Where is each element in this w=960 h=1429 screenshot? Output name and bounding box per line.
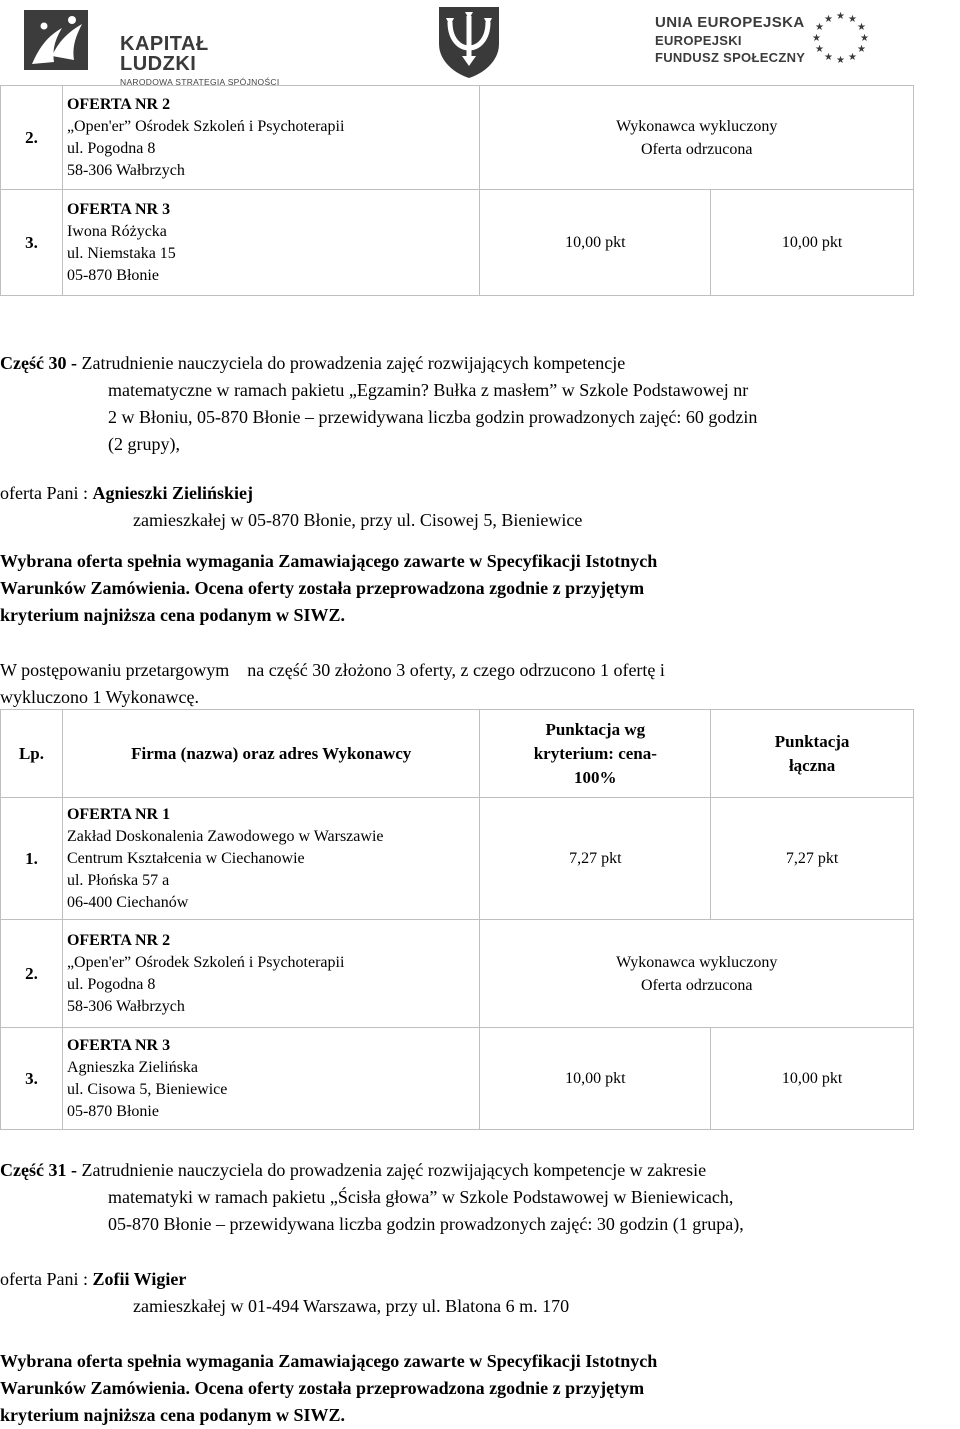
firm-name: Agnieszka Zielińska [66,1058,199,1076]
kapital-ludzki-title: KAPITAŁ LUDZKI [120,33,209,75]
status-rejected: Oferta odrzucona [640,140,753,158]
svg-text:★: ★ [848,52,857,63]
table-row [1,920,914,1028]
svg-text:★: ★ [815,44,824,55]
svg-text:★: ★ [836,55,845,66]
row-lp: 3. [1,190,63,296]
table-row [1,190,914,296]
row-firm [62,798,479,920]
part-30-line-1: Zatrudnienie nauczyciela do prowadzenia zajęć rozwijających kompetencje [81,353,626,373]
offer-number: OFERTA NR 2 [66,931,171,949]
status-excluded: Wykonawca wykluczony [616,953,778,971]
firm-name: „Open'er” Ośrodek Szkoleń i Psychoterapii [66,117,345,135]
table-header-row [1,710,914,798]
eu-logo [655,8,955,78]
row-total: 7,27 pkt [711,798,914,920]
firm-street: ul. Pogodna 8 [66,139,156,157]
svg-text:★: ★ [812,33,821,44]
offer-number: OFERTA NR 3 [66,1036,171,1054]
header-firm: Firma (nazwa) oraz adres Wykonawcy [62,710,479,798]
part-31-offer [0,1266,955,1320]
header-lp: Lp. [1,710,63,798]
part-30-line-2: matematyczne w ramach pakietu „Egzamin? Bułka z masłem” w Szkole Podstawowej nr [108,380,749,400]
offer-number: OFERTA NR 2 [66,95,171,113]
firm-city: 58-306 Wałbrzych [66,161,185,179]
kapital-ludzki-emblem-icon [22,6,94,72]
procedure-line-2: wykluczono 1 Wykonawcę. [0,687,200,707]
chosen-line-1: Wybrana oferta spełnia wymagania Zamawiającego zawarte w Specyfikacji Istotnych [0,551,658,571]
part-30-procedure [0,657,955,711]
chosen-line-1: Wybrana oferta spełnia wymagania Zamawiającego zawarte w Specyfikacji Istotnych [0,1351,658,1371]
row-lp: 3. [1,1028,63,1130]
part-31-label: Część 31 - [0,1160,82,1180]
part-31-line-1: Zatrudnienie nauczyciela do prowadzenia zajęć rozwijających kompetencje w zakresie [81,1160,707,1180]
table-row [1,798,914,920]
header-score [480,710,711,798]
header-total-line-2: łączna [788,755,836,775]
procedure-line-1: W postępowaniu przetargowym na część 30 złożono 3 oferty, z czego odrzucono 1 ofertę i [0,660,665,680]
firm-city: 06-400 Ciechanów [66,893,189,911]
firm-name: „Open'er” Ośrodek Szkoleń i Psychoterapii [66,953,345,971]
svg-text:★: ★ [824,52,833,63]
row-total: 10,00 pkt [711,1028,914,1130]
offer-label: oferta Pani : [0,1269,93,1289]
part-30-offer [0,480,955,534]
row-total: 10,00 pkt [711,190,914,296]
eu-line-2: EUROPEJSKI [655,33,742,48]
svg-text:★: ★ [824,14,833,25]
offer-number: OFERTA NR 3 [66,200,171,218]
firm-street: ul. Pogodna 8 [66,975,156,993]
svg-text:★: ★ [848,14,857,25]
offer-name: Zofii Wigier [92,1269,187,1289]
coat-of-arms-icon [434,4,504,80]
header-total-line-1: Punktacja [774,731,850,751]
chosen-line-3: kryterium najniższa cena podanym w SIWZ. [0,1405,346,1425]
offer-address: zamieszkałej w 01-494 Warszawa, przy ul. Blatona 6 m. 170 [133,1296,570,1316]
firm-name: Iwona Różycka [66,222,167,240]
row-score: 10,00 pkt [480,190,711,296]
chosen-line-2: Warunków Zamówienia. Ocena oferty została przeprowadzona zgodnie z przyjętym [0,578,645,598]
firm-name: Zakład Doskonalenia Zawodowego w Warszawie [66,827,384,845]
status-rejected: Oferta odrzucona [640,976,753,994]
part-31-line-3: 05-870 Błonie – przewidywana liczba godzin prowadzonych zajęć: 30 godzin (1 grupa), [108,1214,744,1234]
offer-number: OFERTA NR 1 [66,805,171,823]
firm-name-2: Centrum Kształcenia w Ciechanowie [66,849,305,867]
svg-text:★: ★ [860,33,869,44]
firm-street: ul. Płońska 57 a [66,871,170,889]
status-excluded: Wykonawca wykluczony [616,117,778,135]
page-header [0,0,960,87]
firm-street: ul. Cisowa 5, Bieniewice [66,1080,228,1098]
part-30-offers-table [0,709,914,1130]
svg-text:★: ★ [857,44,866,55]
row-firm [62,920,479,1028]
eu-stars-icon [805,8,875,68]
part-30-line-4: (2 grupy), [108,434,180,454]
firm-street: ul. Niemstaka 15 [66,244,176,262]
chosen-line-2: Warunków Zamówienia. Ocena oferty została przeprowadzona zgodnie z przyjętym [0,1378,645,1398]
svg-text:★: ★ [815,22,824,33]
offer-address: zamieszkałej w 05-870 Błonie, przy ul. Cisowej 5, Bieniewice [133,510,583,530]
eu-line-1: UNIA EUROPEJSKA [655,14,805,31]
row-firm [62,86,480,190]
svg-text:★: ★ [836,11,845,22]
row-score: 7,27 pkt [480,798,711,920]
row-status [480,920,914,1028]
part-30-label: Część 30 - [0,353,82,373]
header-total [711,710,914,798]
firm-city: 58-306 Wałbrzych [66,997,185,1015]
row-lp: 2. [1,86,63,190]
kapital-ludzki-logo [22,6,282,87]
top-offers-table [0,85,914,296]
coat-of-arms-logo [434,4,504,80]
table-row [1,86,914,190]
chosen-line-3: kryterium najniższa cena podanym w SIWZ. [0,605,346,625]
part-30-line-3: 2 w Błoniu, 05-870 Błonie – przewidywana liczba godzin prowadzonych zajęć: 60 godzin [108,407,758,427]
row-lp: 2. [1,920,63,1028]
part-30-chosen [0,548,955,629]
eu-line-3: FUNDUSZ SPOŁECZNY [655,50,806,65]
row-firm [62,190,480,296]
firm-city: 05-870 Błonie [66,266,159,284]
header-score-line-2: kryterium: cena- [533,743,657,763]
row-score: 10,00 pkt [480,1028,711,1130]
offer-name: Agnieszki Zielińskiej [92,483,253,503]
svg-text:★: ★ [857,22,866,33]
table-row [1,1028,914,1130]
part-31-description [0,1157,955,1238]
offer-label: oferta Pani : [0,483,93,503]
part-31-line-2: matematyki w ramach pakietu „Ścisła głowa” w Szkole Podstawowej w Bieniewicach, [108,1187,734,1207]
firm-city: 05-870 Błonie [66,1102,159,1120]
part-30-description [0,350,955,458]
row-lp: 1. [1,798,63,920]
row-firm [62,1028,479,1130]
kapital-ludzki-subtitle: NARODOWA STRATEGIA SPÓJNOŚCI [120,77,280,87]
header-score-line-3: 100% [574,767,617,787]
row-status [480,86,914,190]
header-score-line-1: Punktacja wg [545,719,646,739]
part-31-chosen [0,1348,955,1429]
